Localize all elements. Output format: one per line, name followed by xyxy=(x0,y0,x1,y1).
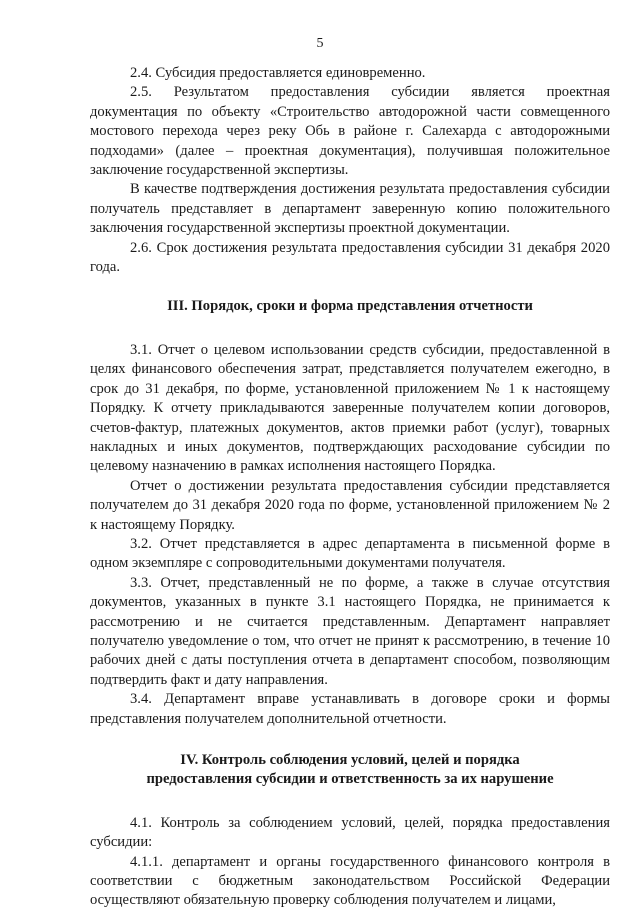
paragraph-3-4: 3.4. Департамент вправе устанавливать в договоре сроки и формы представления получателем дополнительной отчетности. xyxy=(90,691,610,727)
paragraph-3-3: 3.3. Отчет, представленный не по форме, а также в случае отсутствия документов, указанных в пункте 3.1 настоящего Порядка, не принимается к рассмотрению и не считается представленным. Департамент направляет получателю уведомление о том, что отчет не принят к рассмотрению, в течение 10 рабочих дней с даты поступления отчета в департамент способом, позволяющим подтвердить факт и дату направления. xyxy=(90,574,610,688)
paragraph-confirmation: В качестве подтверждения достижения результата предоставления субсидии получатель представляет в департамент заверенную копию положительного заключения государственной экспертизы проектной документации. xyxy=(90,181,610,237)
paragraph-4-1-1: 4.1.1. департамент и органы государственного финансового контроля в соответствии с бюджетным законодательством Российской Федерации осуществляют обязательную проверку соблюдения получателем и лицами, xyxy=(90,853,610,909)
paragraph-result-report: Отчет о достижении результата предоставления субсидии представляется получателем до 31 декабря 2020 года по форме, установленной приложением № 2 к настоящему Порядку. xyxy=(90,477,610,533)
section-4-heading-line2: предоставления субсидии и ответственность за их нарушение xyxy=(146,771,554,788)
paragraph-3-1: 3.1. Отчет о целевом использовании средств субсидии, предоставленной в целях финансового обеспечения затрат, представляется получателем ежегодно, в срок до 31 декабря, по форме, установленной приложением № 1 к настоящему Порядку. К отчету прикладываются заверенные получателем копии договоров, счетов-фактур, платежных документов, актов приемки работ (услуг), товарных накладных и иных документов, подтверждающих расходование субсидии по целевому назначению в рамках исполнения настоящего Порядка. xyxy=(90,341,610,475)
paragraph-2-4: 2.4. Субсидия предоставляется единовременно. xyxy=(130,65,426,81)
paragraph-3-2: 3.2. Отчет представляется в адрес департамента в письменной форме в одном экземпляре с сопроводительными документами получателя. xyxy=(90,535,610,572)
page-number: 5 xyxy=(316,36,324,51)
paragraph-4-1: 4.1. Контроль за соблюдением условий, целей, порядка предоставления субсидии: xyxy=(90,814,610,851)
section-3-heading: III. Порядок, сроки и форма представления отчетности xyxy=(167,298,533,315)
paragraph-2-5: 2.5. Результатом предоставления субсидии является проектная документация по объекту «Строительство автодорожной части совмещенного мостового перехода через реку Обь в районе г. Салехарда с автодорожными подходами» (далее – проектная документация), получившая положительное заключение государственной экспертизы. xyxy=(90,84,610,179)
section-4-heading xyxy=(90,751,610,790)
section-4-heading-line1: IV. Контроль соблюдения условий, целей и порядка xyxy=(180,752,520,768)
document-body xyxy=(90,64,610,911)
paragraph-2-6: 2.6. Срок достижения результата предоставления субсидии 31 декабря 2020 года. xyxy=(90,239,610,276)
